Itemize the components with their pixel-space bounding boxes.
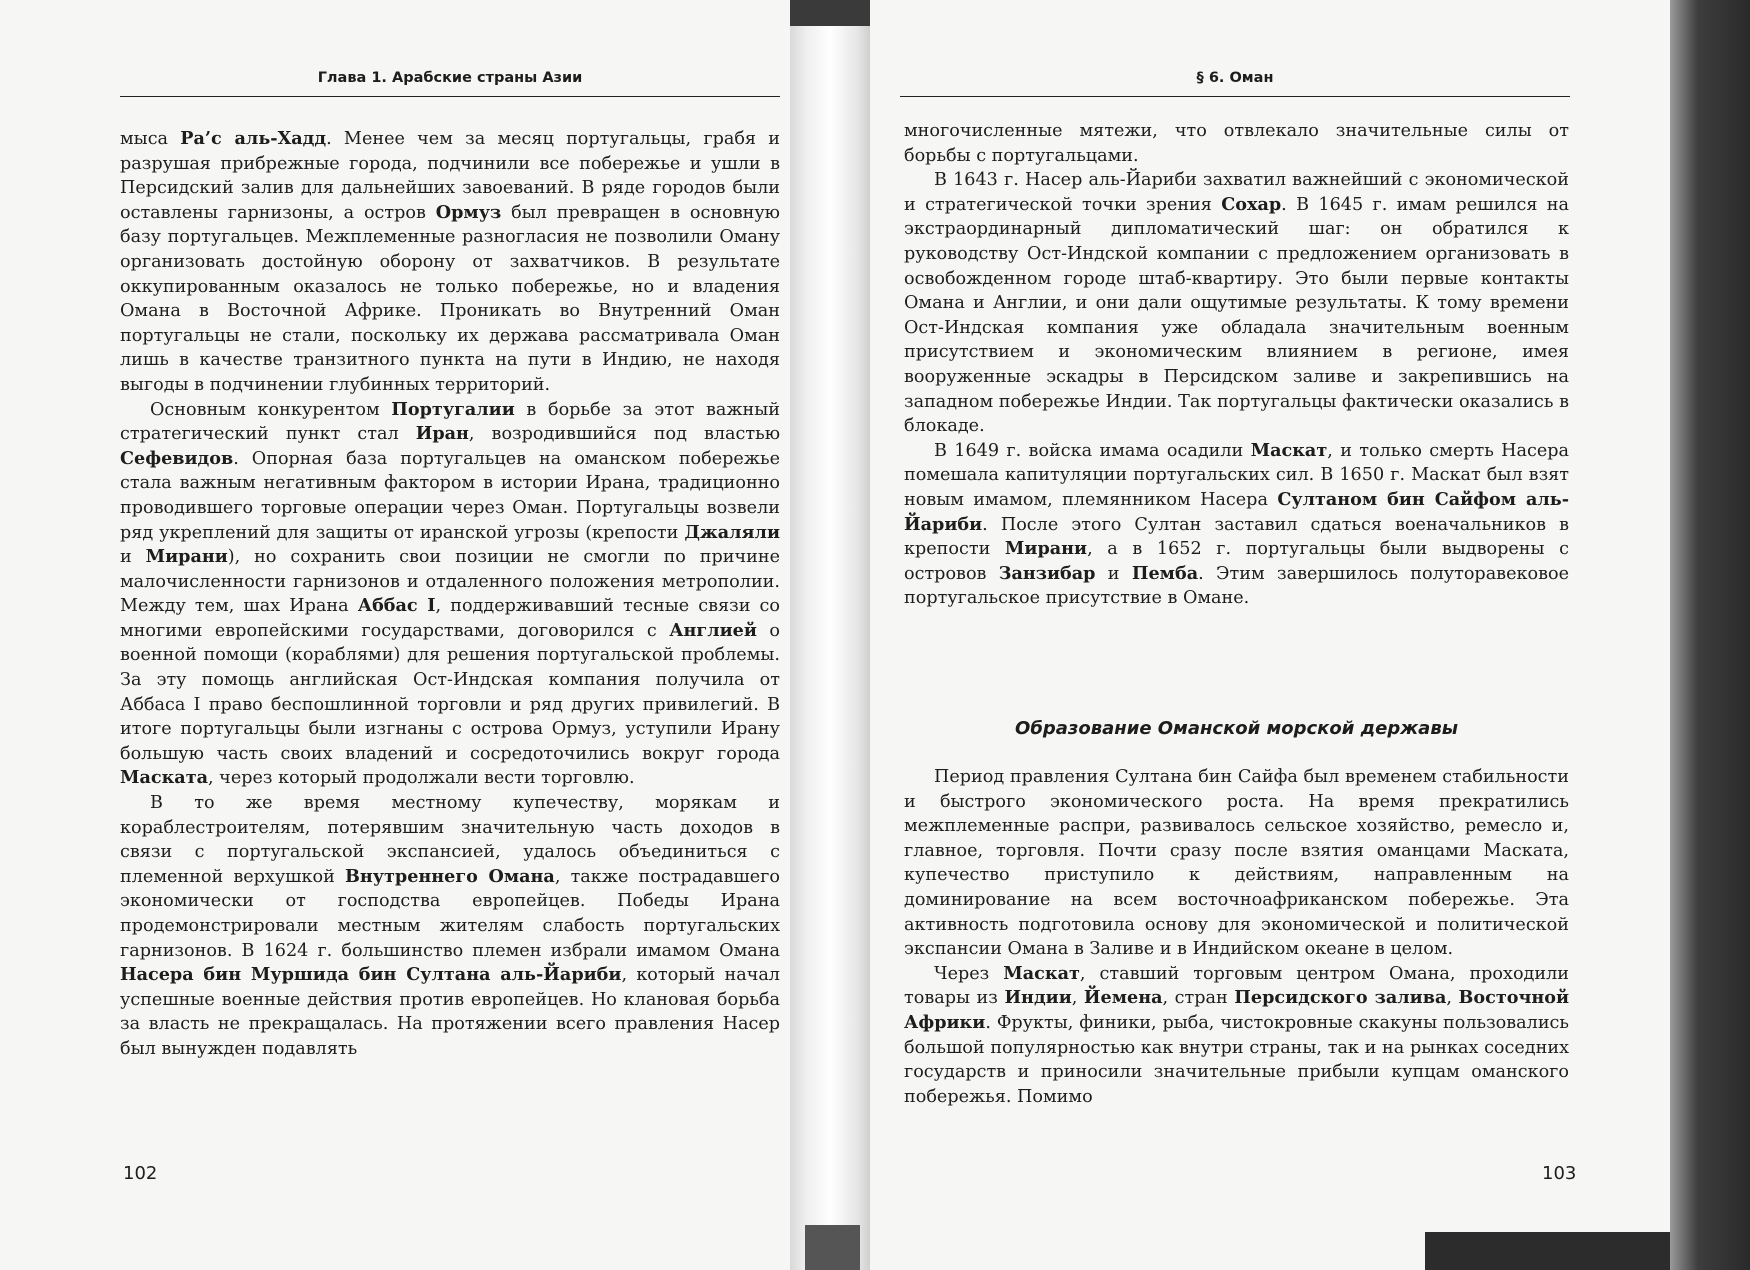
header-rule <box>120 96 780 97</box>
paragraph: Период правления Султана бин Сайфа был временем стабильности и быстрого экономического роста. На время прекратились межплеменные распри, развивалось сельское хозяйство, ремесло и, главное, торговля. Почти сразу после взятия оманцами Маската, купечество приступило к действиям, направленным на доминирование на всем восточноафриканском побережье. Эта активность подготовила основу для экономической и политической экспансии Омана в Заливе и в Индийском океане в целом. <box>904 767 1569 960</box>
bold-term: Йемена <box>1083 987 1163 1009</box>
bold-term: Сефевидов <box>120 447 234 469</box>
bold-term: Маскат <box>1250 439 1328 461</box>
bold-term: Индии <box>1004 987 1072 1009</box>
bold-term: Маскат <box>1003 962 1080 984</box>
bold-term: Внутреннего Омана <box>345 865 555 887</box>
bold-term: Занзибар <box>998 562 1096 584</box>
bold-term: Насера бин Муршида бин Султана аль-Йариби <box>120 964 622 986</box>
gutter-shadow-top <box>790 0 880 26</box>
bold-term: Султаном бин Сайфом аль-Йариби <box>904 488 1570 535</box>
gutter-shadow-bottom <box>805 1225 860 1270</box>
section-heading: Образование Оманской морской державы <box>1015 718 1458 739</box>
bold-term: Ра’с аль-Хадд <box>180 128 327 149</box>
left-page <box>0 0 800 1270</box>
bold-term: Восточной Африки <box>904 987 1570 1033</box>
bold-term: Мирани <box>145 546 228 568</box>
bold-term: Пемба <box>1131 562 1199 584</box>
scan-edge-shadow <box>1670 0 1750 1270</box>
paragraph: В 1643 г. Насер аль-Йариби захватил важнейший с экономической и стратегической точки зрения Сохар. В 1645 г. имам решился на экстраординарный дипломатический шаг: он обратился к руководству Ост-Индской компании с предложением организовать в освобожденном городе штаб-квартиру. Это были первые контакты Омана и Англии, и они дали ощутимые результаты. К тому времени Ост-Индская компания уже обладала значительным военным присутствием и экономическим влиянием в регионе, имея вооруженные эскадры в Персидском заливе и закрепившись на западном побережье Индии. Так португальцы фактически оказались в блокаде. <box>904 170 1569 437</box>
body-text <box>120 127 780 1062</box>
bold-term: Англией <box>669 619 757 641</box>
body-text <box>904 119 1569 611</box>
page-number: 102 <box>123 1163 158 1184</box>
bold-term: Мирани <box>1004 538 1088 560</box>
paragraph: мыса Ра’с аль-Хадд. Менее чем за месяц португальцы, грабя и разрушая прибрежные города, подчинили все побережье и ушли в Персидский залив для дальнейших завоеваний. В ряде городов были оставлены гарнизоны, а остров Ормуз был превращен в основную базу португальцев. Межплеменные разногласия не позволили Оману организовать достойную оборону от захватчиков. В результате оккупированным оказалось не только побережье, но и владения Омана в Восточной Африке. Проникать во Внутренний Оман португальцы не стали, поскольку их держава рассматривала Оман лишь в качестве транзитного пункта на пути в Индию, не находя выгоды в подчинении глубинных территорий. <box>120 128 780 395</box>
paragraph: В 1649 г. войска имама осадили Маскат, и только смерть Насера помешала капитуляции португальских сил. В 1650 г. Маскат был взят новым имамом, племянником Насера Султаном бин Сайфом аль-Йариби. После этого Султан заставил сдаться военачальников в крепости Мирани, а в 1652 г. португальцы были выдворены с островов Занзибар и Пемба. Этим завершилось полуторавековое португальское присутствие в Омане. <box>904 439 1570 609</box>
header-rule <box>900 96 1570 97</box>
bold-term: Персидского залива <box>1234 987 1447 1009</box>
bold-term: Сохар <box>1221 193 1282 215</box>
scan-edge-shadow-bottom <box>1425 1232 1670 1270</box>
paragraph: В то же время местному купечеству, морякам и кораблестроителям, потерявшим значительную часть доходов в связи с португальской экспансией, удалось объединиться с племенной верхушкой Внутреннего Омана, также пострадавшего экономически от господства европейцев. Победы Ирана продемонстрировали местным жителям слабость португальских гарнизонов. В 1624 г. большинство племен избрали имамом Омана Насера бин Муршида бин Султана аль-Йариби, который начал успешные военные действия против европейцев. Но клановая борьба за власть не прекращалась. На протяжении всего правления Насер был вынужден подавлять <box>120 793 780 1059</box>
bold-term: Аббас I <box>357 595 436 617</box>
bold-term: Джаляли <box>684 521 780 543</box>
bold-term: Ормуз <box>435 201 502 223</box>
bold-term: Португалии <box>391 398 515 420</box>
bold-term: Иран <box>415 423 469 445</box>
paragraph: многочисленные мятежи, что отвлекало значительные силы от борьбы с португальцами. <box>904 121 1569 166</box>
bold-term: Маската <box>120 767 208 789</box>
running-head: § 6. Оман <box>1196 70 1274 86</box>
book-gutter <box>790 0 880 1270</box>
body-text-continued <box>904 765 1569 1109</box>
running-head: Глава 1. Арабские страны Азии <box>317 70 583 86</box>
right-page <box>870 0 1670 1270</box>
page-number: 103 <box>1542 1163 1577 1184</box>
paragraph: Через Маскат, ставший торговым центром Омана, проходили товары из Индии, Йемена, стран Персидского залива, Восточной Африки. Фрукты, финики, рыба, чистокровные скакуны пользовались большой популярностью как внутри страны, так и на рынках соседних государств и приносили значительные прибыли купцам оманского побережья. Помимо <box>904 962 1570 1107</box>
paragraph: Основным конкурентом Португалии в борьбе за этот важный стратегический пункт стал Иран, возродившийся под властью Сефевидов. Опорная база португальцев на оманском побережье стала важным негативным фактором в истории Ирана, традиционно проводившего торговые операции через Оман. Португальцы возвели ряд укреплений для защиты от иранской угрозы (крепости Джаляли и Мирани), но сохранить свои позиции не смогли по причине малочисленности гарнизонов и отдаленного положения метрополии. Между тем, шах Ирана Аббас I, поддерживавший тесные связи со многими европейскими государствами, договорился с Англией о военной помощи (кораблями) для решения португальской проблемы. За эту помощь английская Ост-Индская компания получила от Аббаса I право беспошлинной торговли и ряд других привилегий. В итоге португальцы были изгнаны с острова Ормуз, уступили Ирану большую часть своих владений и сосредоточились вокруг города Маската, через который продолжали вести торговлю. <box>120 398 781 789</box>
